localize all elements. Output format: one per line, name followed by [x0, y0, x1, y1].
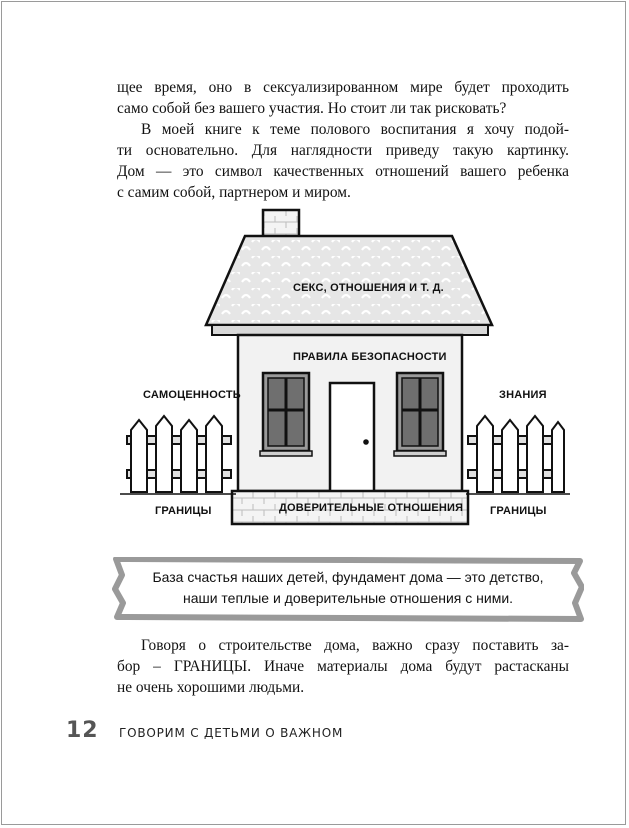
running-title: ГОВОРИМ С ДЕТЬМИ О ВАЖНОМ [119, 726, 344, 740]
fence-left [127, 416, 231, 492]
text-line: щее время, оно в сексуализированном мире будет проходить [117, 79, 569, 96]
text-line: не очень хорошими людьми. [117, 679, 305, 696]
label-foundation: ДОВЕРИТЕЛЬНЫЕ ОТНОШЕНИЯ [279, 502, 464, 514]
body-text-bottom [117, 635, 569, 698]
callout-line: наши теплые и доверительные отношения с ними. [182, 590, 514, 606]
text-line: Дом — это символ качественных отношений вашего ребенка [117, 163, 569, 180]
text-line: Говоря о строительстве дома, важно сразу поставить за- [141, 637, 569, 654]
callout-text [128, 567, 568, 609]
callout-line: База счастья наших детей, фундамент дома — это детство, [152, 569, 544, 585]
label-roof: СЕКС, ОТНОШЕНИЯ И Т. Д. [293, 282, 444, 294]
window-left [260, 373, 312, 456]
window-right [394, 373, 446, 456]
text-line: с самим собой, партнером и миром. [117, 184, 351, 201]
label-wall: ПРАВИЛА БЕЗОПАСНОСТИ [293, 351, 447, 363]
fence-right [468, 416, 564, 492]
label-right: ЗНАНИЯ [499, 389, 547, 401]
door [330, 383, 374, 493]
page-number: 12 [66, 718, 99, 743]
text-line: В моей книге к теме полового воспитания я хочу подой- [141, 121, 569, 138]
label-left: САМОЦЕННОСТЬ [143, 389, 241, 401]
label-fence-right: ГРАНИЦЫ [490, 505, 547, 517]
text-line: бор – ГРАНИЦЫ. Иначе материалы дома будут растасканы [117, 658, 569, 675]
callout-box [112, 557, 584, 623]
text-line: само собой без вашего участия. Но стоит ли так рисковать? [117, 100, 507, 117]
text-line: ти основательно. Для наглядности приведу такую картинку. [117, 142, 569, 159]
label-fence-left: ГРАНИЦЫ [155, 505, 212, 517]
